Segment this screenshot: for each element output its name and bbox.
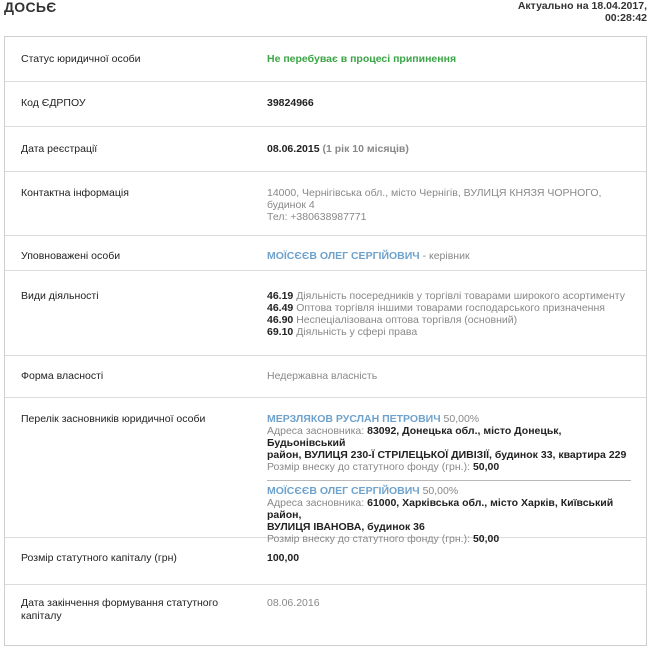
founder-name-link[interactable]: МЕРЗЛЯКОВ РУСЛАН ПЕТРОВИЧ xyxy=(267,413,441,425)
authorized-value xyxy=(267,250,634,262)
capital-value: 100,00 xyxy=(267,552,300,564)
row-authorized xyxy=(5,236,646,271)
contact-label: Контактна інформація xyxy=(21,187,129,199)
row-capital xyxy=(5,538,646,585)
row-contact xyxy=(5,172,646,236)
activity-text: Оптова торгівля іншими товарами господарського призначення xyxy=(293,302,605,314)
founder-entry xyxy=(267,485,634,545)
founders-label: Перелік засновників юридичної особи xyxy=(21,413,206,425)
founder-contribution: 50,00 xyxy=(472,461,500,473)
row-reg-date xyxy=(5,127,646,172)
reg-date-label: Дата реєстрації xyxy=(21,143,98,155)
activity-code: 46.19 xyxy=(267,290,294,302)
activity-text: Неспеціалізована оптова торгівля (основний) xyxy=(293,314,518,326)
founder-address-label: Адреса засновника: xyxy=(267,497,368,509)
founders-list xyxy=(267,413,634,545)
contact-address: 14000, Чернігівська обл., місто Чернігів, ВУЛИЦЯ КНЯЗЯ ЧОРНОГО, будинок 4 xyxy=(267,187,602,211)
activity-code: 69.10 xyxy=(267,326,294,338)
authorized-label: Уповноважені особи xyxy=(21,250,121,262)
activity-text: Діяльність посередників у торгівлі товарами широкого асортименту xyxy=(293,290,625,302)
reg-date-value xyxy=(267,143,634,155)
activity-code: 46.49 xyxy=(267,302,294,314)
authorized-role: - керівник xyxy=(419,250,470,262)
contact-phone: Тел: +380638987771 xyxy=(267,211,367,223)
activities-label: Види діяльності xyxy=(21,290,99,302)
founder-contribution-label: Розмір внеску до статутного фонду (грн.): xyxy=(267,461,473,473)
founder-address-line1: 61000, Харківська обл., місто Харків, Київський район, xyxy=(267,497,614,521)
activities-list xyxy=(267,290,634,338)
updated-time: 00:28:42 xyxy=(604,12,647,24)
activity-item xyxy=(267,314,634,326)
capital-end-label-line2: капіталу xyxy=(21,610,62,622)
authorized-person-link[interactable]: МОЇСЄЄВ ОЛЕГ СЕРГІЙОВИЧ xyxy=(267,250,420,262)
page-title: ДОСЬЄ xyxy=(4,0,57,15)
dossier-card xyxy=(4,36,647,646)
status-value: Не перебуває в процесі припинення xyxy=(267,53,457,65)
capital-end-value: 08.06.2016 xyxy=(267,597,320,609)
edrpou-value: 39824966 xyxy=(267,97,314,109)
founder-share: 50,00% xyxy=(419,485,459,497)
ownership-value: Недержавна власність xyxy=(267,370,378,382)
founder-divider xyxy=(267,480,631,481)
contact-value xyxy=(267,187,634,223)
reg-date-duration: (1 рік 10 місяців) xyxy=(322,143,409,155)
founder-address-label: Адреса засновника: xyxy=(267,425,368,437)
row-ownership xyxy=(5,356,646,398)
status-label: Статус юридичної особи xyxy=(21,53,141,65)
reg-date: 08.06.2015 xyxy=(267,143,320,155)
capital-label: Розмір статутного капіталу (грн) xyxy=(21,552,177,564)
ownership-label: Форма власності xyxy=(21,370,104,382)
edrpou-label: Код ЄДРПОУ xyxy=(21,97,86,109)
founder-address-line1: 83092, Донецька обл., місто Донецьк, Будьонівський xyxy=(267,425,562,449)
row-status xyxy=(5,37,646,82)
founder-address-line2: ВУЛИЦЯ ІВАНОВА, будинок 36 xyxy=(267,521,425,533)
founder-contribution-label: Розмір внеску до статутного фонду (грн.): xyxy=(267,533,473,545)
activity-text: Діяльність у сфері права xyxy=(293,326,418,338)
founder-entry xyxy=(267,413,634,473)
founder-share: 50,00% xyxy=(440,413,480,425)
capital-end-label-line1: Дата закінчення формування статутного xyxy=(21,597,219,609)
page-header xyxy=(0,0,651,30)
row-edrpou xyxy=(5,82,646,127)
activity-item xyxy=(267,302,634,314)
updated-timestamp xyxy=(518,0,647,24)
founder-name-link[interactable]: МОЇСЄЄВ ОЛЕГ СЕРГІЙОВИЧ xyxy=(267,485,420,497)
capital-end-label xyxy=(21,597,218,623)
activity-code: 46.90 xyxy=(267,314,294,326)
founder-contribution: 50,00 xyxy=(472,533,500,545)
row-activities xyxy=(5,271,646,356)
row-founders xyxy=(5,398,646,545)
row-capital-end xyxy=(5,585,646,647)
activity-item xyxy=(267,290,634,302)
activity-item xyxy=(267,326,634,338)
updated-date: Актуально на 18.04.2017, xyxy=(517,0,647,12)
founder-address-line2: район, ВУЛИЦЯ 230-Ї СТРІЛЕЦЬКОЇ ДИВІЗІЇ, будинок 33, квартира 229 xyxy=(267,449,627,461)
